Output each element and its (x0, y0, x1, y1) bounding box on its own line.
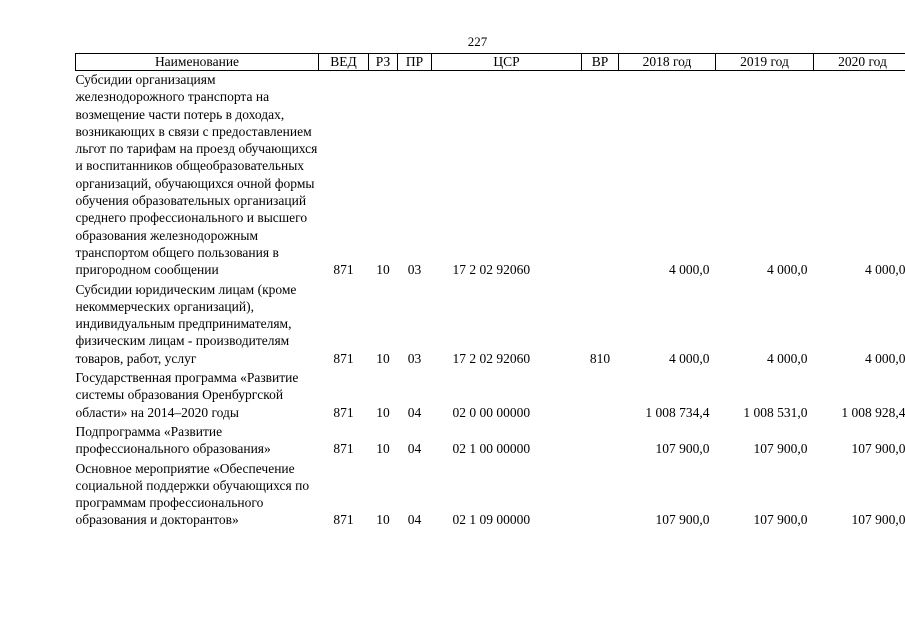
header-rz: РЗ (369, 54, 398, 71)
row-name: Подпрограмма «Развитие профессионального образования» (75, 423, 271, 457)
row-vr (582, 460, 619, 531)
row-2019: 107 900,0 (753, 441, 808, 457)
row-ved: 871 (333, 262, 354, 278)
table-row (76, 369, 905, 423)
row-name: Субсидии организациям железнодорожного транспорта на возмещение части потерь в доходах, возникающих в связи с предоставлением льгот по тарифам на проезд обучающихся и воспитанников общеобразовательных организаций, обучающихся очной формы обучения образовательных организаций среднего профессионального и высшего образования железнодорожным транспортом общего пользования в пригородном сообщении (75, 72, 318, 278)
row-name: Субсидии юридическим лицам (кроме некоммерческих организаций), индивидуальным предпринимателям, физическим лицам - производителям товаров, работ, услуг (75, 281, 297, 366)
budget-table (75, 53, 905, 531)
row-vr (582, 71, 619, 281)
header-vr: ВР (582, 54, 619, 71)
row-2019: 4 000,0 (767, 350, 808, 366)
table-row (76, 423, 905, 460)
row-2018: 107 900,0 (655, 512, 710, 528)
row-csr: 02 0 00 00000 (452, 404, 531, 420)
row-csr: 17 2 02 92060 (452, 350, 531, 366)
row-pr: 03 (407, 350, 422, 366)
row-2020: 4 000,0 (865, 350, 905, 366)
header-pr: ПР (398, 54, 432, 71)
row-rz: 10 (376, 404, 390, 420)
row-name: Государственная программа «Развитие системы образования Оренбургской области» на 2014–2020 годы (75, 370, 299, 420)
row-rz: 10 (376, 441, 390, 457)
row-pr: 04 (407, 512, 422, 528)
row-vr (582, 369, 619, 423)
header-2020: 2020 год (814, 54, 905, 71)
table-row (76, 460, 905, 531)
header-ved: ВЕД (319, 54, 369, 71)
row-2019: 4 000,0 (767, 262, 808, 278)
row-pr: 03 (407, 262, 422, 278)
row-2020: 107 900,0 (851, 441, 905, 457)
row-ved: 871 (333, 404, 354, 420)
table-row (76, 281, 905, 369)
row-2020: 4 000,0 (865, 262, 905, 278)
row-vr: 810 (589, 350, 611, 366)
header-name: Наименование (76, 54, 319, 71)
row-ved: 871 (333, 441, 354, 457)
row-ved: 871 (333, 350, 354, 366)
row-rz: 10 (376, 512, 390, 528)
row-2019: 1 008 531,0 (743, 404, 808, 420)
row-2020: 107 900,0 (851, 512, 905, 528)
row-vr (582, 423, 619, 460)
row-2020: 1 008 928,4 (841, 404, 905, 420)
row-csr: 17 2 02 92060 (452, 262, 531, 278)
header-2019: 2019 год (716, 54, 814, 71)
table-header-row (76, 54, 905, 71)
row-rz: 10 (376, 262, 390, 278)
row-csr: 02 1 00 00000 (452, 441, 531, 457)
row-2018: 4 000,0 (669, 350, 710, 366)
table-row (76, 71, 905, 281)
row-csr: 02 1 09 00000 (452, 512, 531, 528)
page-number: 227 (467, 34, 488, 49)
row-pr: 04 (407, 441, 422, 457)
row-rz: 10 (376, 350, 390, 366)
row-2019: 107 900,0 (753, 512, 808, 528)
header-2018: 2018 год (619, 54, 716, 71)
row-2018: 1 008 734,4 (645, 404, 710, 420)
row-name: Основное мероприятие «Обеспечение социальной поддержки обучающихся по программам профессионального образования и докторантов» (75, 460, 310, 528)
row-pr: 04 (407, 404, 422, 420)
row-ved: 871 (333, 512, 354, 528)
row-2018: 4 000,0 (669, 262, 710, 278)
row-2018: 107 900,0 (655, 441, 710, 457)
header-csr: ЦСР (432, 54, 582, 71)
